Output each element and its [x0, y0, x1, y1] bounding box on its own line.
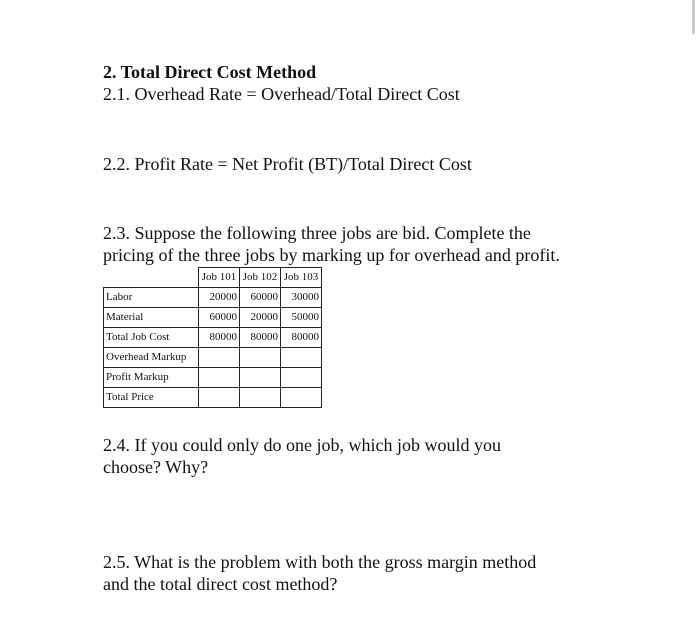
table-row-material	[104, 307, 322, 327]
row-label-overhead-markup: Overhead Markup	[104, 347, 199, 367]
cell-total-job-cost-job-101: 80000	[199, 327, 240, 347]
question-2-4-line-2: choose? Why?	[103, 457, 209, 477]
question-2-3-line-2: pricing of the three jobs by marking up for overhead and profit.	[103, 245, 560, 265]
cell-total-price-job-102	[240, 387, 281, 407]
question-2-5-line-1: 2.5. What is the problem with both the gross margin method	[103, 552, 537, 572]
table-row-overhead-markup	[104, 347, 322, 367]
cell-overhead-markup-job-103	[281, 347, 322, 367]
column-header-job-103: Job 103	[281, 268, 322, 288]
cell-labor-job-103: 30000	[281, 287, 322, 307]
cell-labor-job-102: 60000	[240, 287, 281, 307]
section-heading: 2. Total Direct Cost Method	[103, 62, 317, 82]
cell-total-price-job-101	[199, 387, 240, 407]
cell-material-job-103: 50000	[281, 307, 322, 327]
question-2-1: 2.1. Overhead Rate = Overhead/Total Direct Cost	[103, 84, 460, 104]
cell-profit-markup-job-101	[199, 367, 240, 387]
table-row-labor	[104, 287, 322, 307]
cell-total-price-job-103	[281, 387, 322, 407]
cell-material-job-101: 60000	[199, 307, 240, 327]
question-2-4-line-1: 2.4. If you could only do one job, which job would you	[103, 435, 501, 455]
column-header-job-101: Job 101	[199, 268, 240, 288]
job-pricing-table	[103, 267, 322, 408]
table-row-total-price	[104, 387, 322, 407]
row-label-labor: Labor	[104, 287, 199, 307]
cell-profit-markup-job-102	[240, 367, 281, 387]
cell-total-job-cost-job-103: 80000	[281, 327, 322, 347]
cell-total-job-cost-job-102: 80000	[240, 327, 281, 347]
table-corner-cell	[104, 268, 199, 288]
cell-profit-markup-job-103	[281, 367, 322, 387]
cell-overhead-markup-job-101	[199, 347, 240, 367]
row-label-total-job-cost: Total Job Cost	[104, 327, 199, 347]
cell-labor-job-101: 20000	[199, 287, 240, 307]
row-label-material: Material	[104, 307, 199, 327]
column-header-job-102: Job 102	[240, 268, 281, 288]
question-2-3-line-1: 2.3. Suppose the following three jobs are bid. Complete the	[103, 223, 531, 243]
row-label-total-price: Total Price	[104, 387, 199, 407]
table-row-profit-markup	[104, 367, 322, 387]
scrollbar-indicator[interactable]	[692, 0, 695, 34]
question-2-5-line-2: and the total direct cost method?	[103, 574, 338, 594]
cell-overhead-markup-job-102	[240, 347, 281, 367]
table-row-total-job-cost	[104, 327, 322, 347]
table-header-row	[104, 268, 322, 288]
row-label-profit-markup: Profit Markup	[104, 367, 199, 387]
cell-material-job-102: 20000	[240, 307, 281, 327]
question-2-2: 2.2. Profit Rate = Net Profit (BT)/Total Direct Cost	[103, 154, 472, 174]
